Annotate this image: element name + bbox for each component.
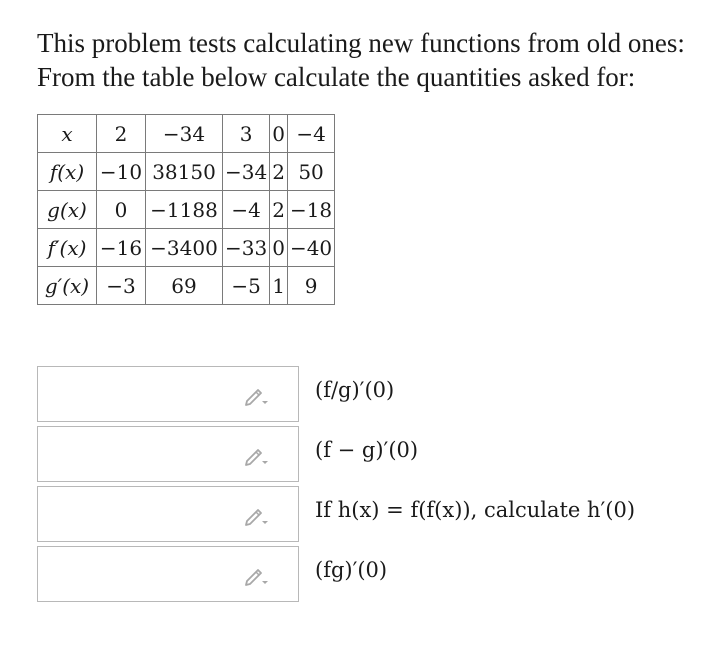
question-label: If h(x) = f(f(x)), calculate h′(0) [315,498,636,522]
answer-row [37,546,697,606]
table-row-x [38,115,335,153]
table-cell: −3400 [146,229,223,267]
table-cell: 0 [270,229,288,267]
answer-input-h-prime[interactable] [44,493,238,537]
answer-input-f-over-g[interactable] [44,373,238,417]
table-cell: −3 [97,267,146,305]
question-label: (f − g)′(0) [315,438,419,462]
table-cell: 1 [270,267,288,305]
answer-box[interactable] [37,426,299,482]
table-cell: 2 [97,115,146,153]
table-row-f [38,153,335,191]
pencil-icon[interactable] [244,386,270,406]
intro-line-1: This problem tests calculating new functions from old ones: [37,28,685,58]
table-cell: −34 [223,153,270,191]
table-cell: −34 [146,115,223,153]
row-label: g(x) [38,191,97,229]
table-cell: −16 [97,229,146,267]
table-cell: −40 [287,229,334,267]
question-label: (fg)′(0) [315,558,388,582]
answer-input-f-minus-g[interactable] [44,433,238,477]
row-label: g′(x) [38,267,97,305]
answer-row [37,426,697,486]
table-cell: −4 [223,191,270,229]
table-cell: −33 [223,229,270,267]
pencil-icon[interactable] [244,446,270,466]
answer-box[interactable] [37,546,299,602]
table-row-f-prime [38,229,335,267]
answer-box[interactable] [37,486,299,542]
table-cell: 2 [270,153,288,191]
problem-intro [37,26,697,94]
table-cell: 38150 [146,153,223,191]
table-cell: 0 [97,191,146,229]
table-cell: −4 [287,115,334,153]
pencil-icon[interactable] [244,566,270,586]
table-cell: 0 [270,115,288,153]
table-cell: 9 [287,267,334,305]
answer-input-fg[interactable] [44,553,238,597]
table-cell: −10 [97,153,146,191]
table-cell: 50 [287,153,334,191]
table-cell: 69 [146,267,223,305]
table-cell: −5 [223,267,270,305]
table-cell: 2 [270,191,288,229]
table-row-g-prime [38,267,335,305]
row-label: f′(x) [38,229,97,267]
table-cell: 3 [223,115,270,153]
table-cell: −1188 [146,191,223,229]
row-label: x [38,115,97,153]
function-values-table [37,114,335,305]
answer-row [37,366,697,426]
row-label: f(x) [38,153,97,191]
answer-list [37,366,697,606]
pencil-icon[interactable] [244,506,270,526]
table-cell: −18 [287,191,334,229]
table-row-g [38,191,335,229]
intro-line-2: From the table below calculate the quantities asked for: [37,62,636,92]
question-label: (f/g)′(0) [315,378,395,402]
answer-row [37,486,697,546]
answer-box[interactable] [37,366,299,422]
